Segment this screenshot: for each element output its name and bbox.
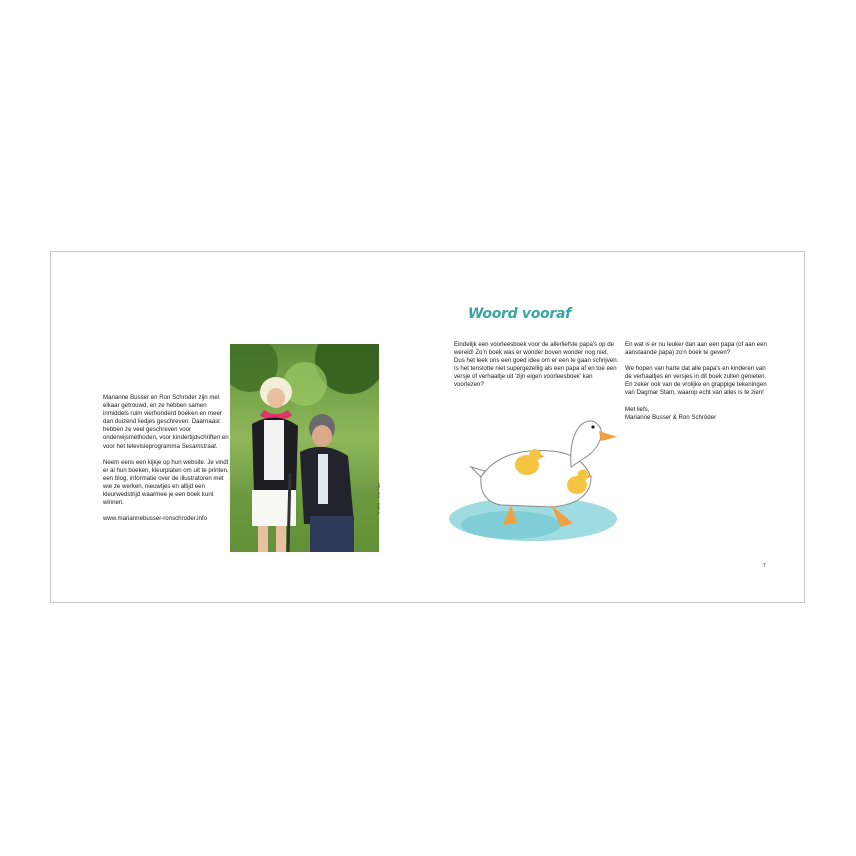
intro-paragraph-2: En wat is er nu leuker dan aan een papa (of aan een aanstaande papa) zo'n boek te geven? (625, 341, 767, 357)
signature-greeting: Met liefs, (625, 405, 650, 413)
bio-paragraph-2: Neem eens een kijkje op hun website. Je vindt er al hun boeken, kleurplaten om uit te printen, een blog, informatie over de illustratoren met wie ze werken, nieuwtjes en altijd een kleurwedstrijd waarmee je een boek kunt winnen. (103, 458, 229, 507)
bio-paragraph-1 (103, 394, 229, 451)
bio-text: Marianne Busser en Ron Schröder zijn met elkaar getrouwd, en ze hebben samen inmiddels ruim vierhonderd boeken en meer dan duizend liedjes geschreven. Daarnaast hebben ze veel geschreven voor onderwijsmethoden, voor kindertijdschriften en voor het televisieprogramma (103, 394, 229, 450)
bio-show-name: Sesamstraat (181, 442, 216, 450)
book-spread (50, 251, 805, 603)
authors-photo (230, 344, 379, 552)
author-bio (103, 394, 229, 531)
intro-column-1 (454, 341, 620, 398)
intro-paragraph-1: Eindelijk een voorleesboek voor de allerliefste papa's op de wereld! Zo'n boek was er wonder boven wonder nog niet. Dus het leek ons een goed idee om er een te gaan schrijven. Is het tenslotte niet supergezellig als een papa af en toe een versje of verhaaltje uit 'zijn eigen voorleesboek' kan voorlezen? (454, 341, 619, 389)
photo-credit: © HFO – Jelle Fitkz (377, 482, 381, 514)
website-link[interactable]: www.mariannebusser-ronschroder.info (103, 515, 207, 523)
duck-illustration (441, 407, 621, 547)
page-title: Woord vooraf (468, 306, 571, 322)
signature (625, 406, 773, 422)
intro-column-2 (625, 341, 773, 422)
signature-names: Marianne Busser & Ron Schröder (625, 413, 717, 421)
bio-text-end: . (215, 442, 218, 450)
page-number: 7 (763, 563, 766, 569)
intro-paragraph-3: We hopen van harte dat alle papa's en kinderen van de verhaaltjes en versjes in dit boek zullen genieten. En zeker ook van de vrolijke en grappige tekeningen van Dagmar Stam, waarop echt van alles is te zien! (625, 365, 767, 397)
